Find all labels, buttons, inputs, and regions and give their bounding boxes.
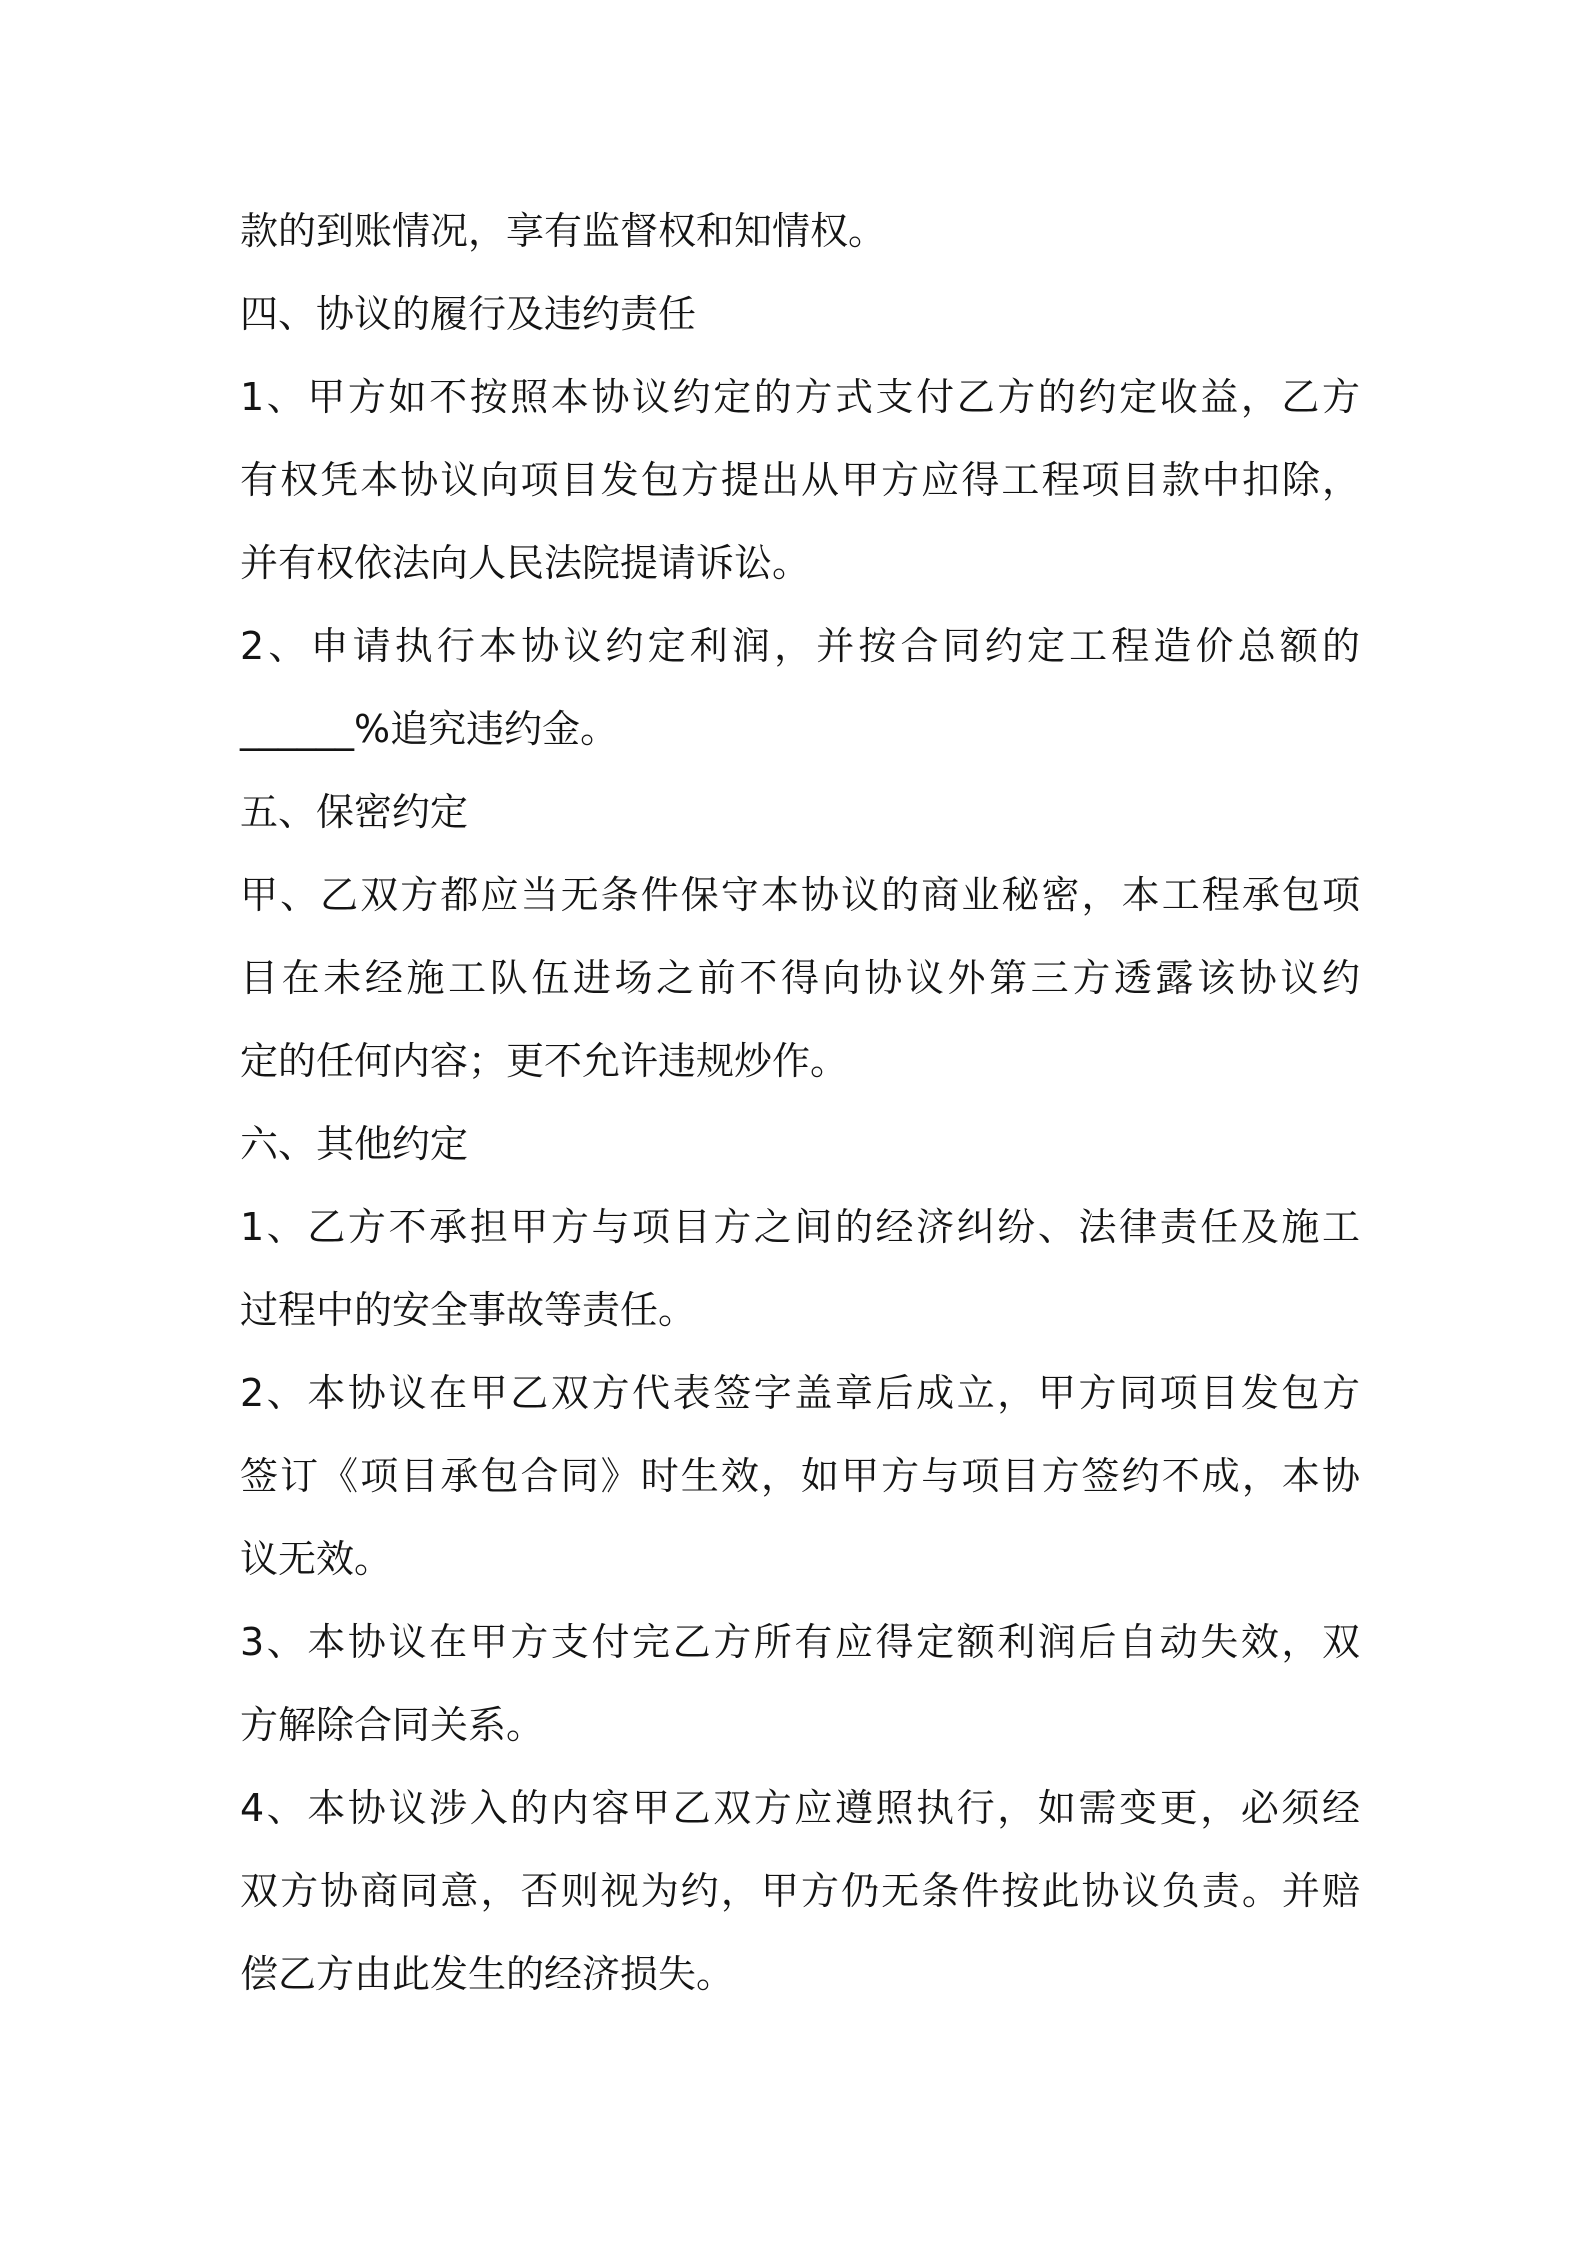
text-line: 1、甲方如不按照本协议约定的方式支付乙方的约定收益，乙方 <box>240 375 1360 419</box>
text-line: 4、本协议涉入的内容甲乙双方应遵照执行，如需变更，必须经 <box>240 1786 1360 1830</box>
text-line: 双方协商同意，否则视为约，甲方仍无条件按此协议负责。并赔 <box>240 1869 1360 1913</box>
text-line: 1、乙方不承担甲方与项目方之间的经济纠纷、法律责任及施工 <box>240 1205 1360 1249</box>
text-line: 五、保密约定 <box>240 790 469 834</box>
text-line: 签订《项目承包合同》时生效，如甲方与项目方签约不成，本协 <box>240 1454 1360 1498</box>
text-line: 六、其他约定 <box>240 1122 469 1166</box>
text-line: 四、协议的履行及违约责任 <box>240 292 697 336</box>
text-line: 2、申请执行本协议约定利润，并按合同约定工程造价总额的 <box>240 624 1360 668</box>
text-line: 并有权依法向人民法院提请诉讼。 <box>240 541 811 585</box>
text-line: 定的任何内容；更不允许违规炒作。 <box>240 1039 849 1083</box>
text-line: 甲、乙双方都应当无条件保守本协议的商业秘密，本工程承包项 <box>240 873 1360 917</box>
text-line: 过程中的安全事故等责任。 <box>240 1288 697 1332</box>
text-line: 方解除合同关系。 <box>240 1703 545 1747</box>
text-line: 目在未经施工队伍进场之前不得向协议外第三方透露该协议约 <box>240 956 1360 1000</box>
text-line: 议无效。 <box>240 1537 393 1581</box>
text-line: 2、本协议在甲乙双方代表签字盖章后成立，甲方同项目发包方 <box>240 1371 1360 1415</box>
text-line: ______%追究违约金。 <box>240 707 619 751</box>
document-body <box>240 190 1360 2016</box>
text-line: 款的到账情况，享有监督权和知情权。 <box>240 209 887 253</box>
text-line: 有权凭本协议向项目发包方提出从甲方应得工程项目款中扣除， <box>240 458 1360 502</box>
text-line: 偿乙方由此发生的经济损失。 <box>240 1952 735 1996</box>
text-line: 3、本协议在甲方支付完乙方所有应得定额利润后自动失效，双 <box>240 1620 1360 1664</box>
